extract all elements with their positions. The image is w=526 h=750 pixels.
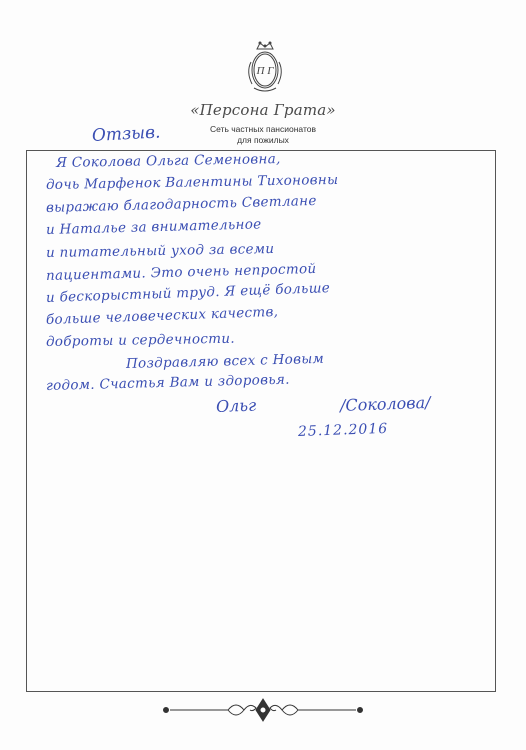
tagline-line1: Сеть частных пансионатов (209, 124, 316, 134)
letter-line: доброты и сердечности. (45, 330, 235, 350)
letter-line: выражаю благодарность Светлане (45, 192, 317, 216)
letter-line: дочь Марфенок Валентины Тихоновны (45, 171, 339, 193)
signature: Ольг (215, 395, 257, 416)
letter-line: больше человеческих качеств, (45, 303, 279, 328)
letter-line: Поздравляю всех с Новым (125, 350, 325, 372)
signature-name: /Соколова/ (339, 392, 431, 415)
letter-line: пациентами. Это очень непростой (45, 260, 317, 284)
letter-heading: Отзыв. (91, 122, 161, 146)
monogram-logo (240, 40, 290, 96)
letter-date: 25.12.2016 (297, 420, 389, 440)
brand-tagline (0, 124, 526, 146)
letter-line: и питательный уход за всеми (45, 241, 275, 261)
monogram-text: П Г (256, 65, 274, 77)
letter-line: и Наталье за внимательное (45, 216, 262, 238)
footer-ornament (0, 690, 526, 730)
brand-name: «Персона Грата» (190, 101, 336, 119)
letter-line: Я Соколова Ольга Семеновна, (55, 151, 281, 171)
tagline-line2: для пожилых (237, 135, 289, 145)
letter-line: годом. Счастья Вам и здоровья. (45, 371, 290, 394)
letter-line: и бескорыстный труд. Я ещё больше (45, 280, 331, 306)
